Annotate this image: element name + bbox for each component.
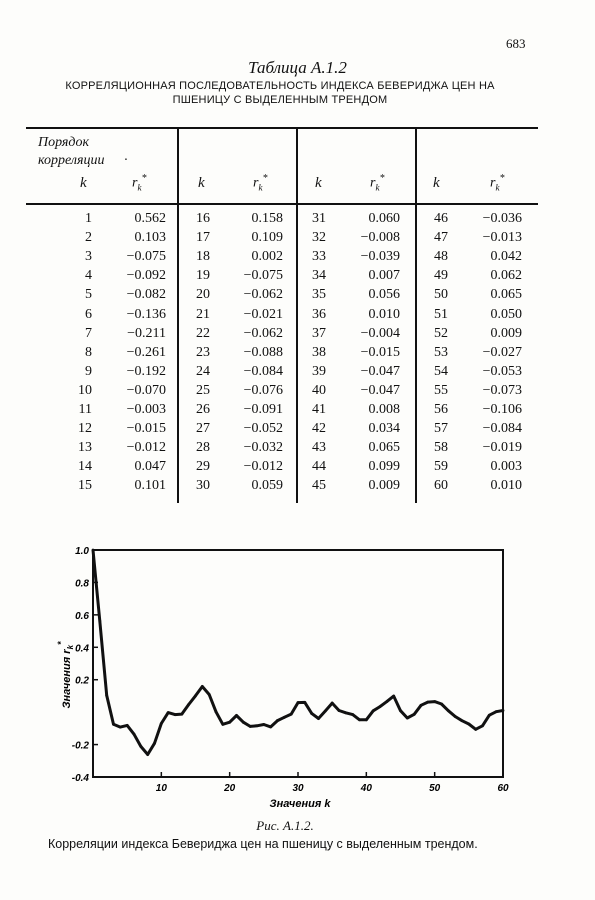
table-cell-k: 10 <box>78 382 92 398</box>
table-cell-r: 0.008 <box>368 402 400 417</box>
data-point <box>324 710 327 713</box>
table-cell-r: −0.036 <box>482 211 522 226</box>
table-cell-r: 0.056 <box>368 287 400 303</box>
table-cell-k: 29 <box>196 459 210 475</box>
data-point <box>447 709 450 712</box>
table-cell-r: −0.192 <box>126 363 166 379</box>
table-cell-k: 27 <box>196 421 210 437</box>
table-cell-k: 1 <box>85 211 92 226</box>
data-point <box>119 726 122 729</box>
data-point <box>201 685 204 688</box>
data-point <box>379 705 382 708</box>
header-r-3 <box>370 173 384 192</box>
table-cell-r: 0.101 <box>134 478 166 494</box>
data-point <box>146 753 149 756</box>
table-cell-r: 0.007 <box>368 268 400 284</box>
y-tick-label: 0.8 <box>75 578 89 590</box>
table-cell-r: 0.060 <box>368 211 400 226</box>
data-point <box>256 724 259 727</box>
data-point <box>399 709 402 712</box>
table-cell-r: −0.053 <box>482 363 522 379</box>
data-point <box>365 718 368 721</box>
table-cell-r: −0.062 <box>243 287 283 303</box>
header-r-2 <box>253 173 267 192</box>
table-cell-r: −0.047 <box>360 382 400 398</box>
data-point <box>105 694 108 697</box>
data-point <box>303 701 306 704</box>
header-r-superscript: * <box>141 173 147 184</box>
table-cell-r: 0.003 <box>490 459 522 475</box>
table-cell-k: 60 <box>434 478 448 494</box>
y-axis-ticks <box>72 546 98 784</box>
correlation-chart <box>0 535 595 820</box>
chart-series <box>92 549 505 756</box>
page-number: 683 <box>506 36 526 51</box>
header-r-4 <box>490 173 504 192</box>
header-k-1: k <box>80 175 87 191</box>
table-cell-k: 50 <box>434 287 448 303</box>
x-axis-label: Значения k <box>269 798 331 810</box>
table-cell-k: 26 <box>196 402 210 417</box>
table-cell-r: −0.015 <box>360 344 400 360</box>
data-point <box>194 694 197 697</box>
header-r-subscript: k <box>495 182 500 193</box>
table-cell-r: 0.042 <box>490 249 522 265</box>
table-cell-k: 33 <box>312 249 326 265</box>
data-point <box>187 703 190 706</box>
table-cell-r: 0.062 <box>490 268 522 284</box>
data-point <box>112 723 115 726</box>
table-cell-r: −0.013 <box>482 230 522 246</box>
table-cell-k: 18 <box>196 249 210 265</box>
header-bottom-rule <box>26 203 538 205</box>
data-point <box>454 715 457 718</box>
table-cell-r: −0.008 <box>360 230 400 246</box>
header-k-2: k <box>198 175 205 191</box>
data-point <box>228 721 231 724</box>
table-cell-r: 0.158 <box>251 211 283 226</box>
header-r-symbol: r <box>490 175 496 191</box>
data-point <box>167 711 170 714</box>
table-cell-k: 23 <box>196 344 210 360</box>
column-divider-3 <box>415 129 417 503</box>
x-axis-ticks <box>156 772 509 794</box>
header-k-3: k <box>315 175 322 191</box>
header-r-symbol: r <box>132 175 138 191</box>
table-cell-k: 46 <box>434 211 448 226</box>
data-point <box>440 703 443 706</box>
table-cell-k: 6 <box>85 306 92 322</box>
data-point <box>208 693 211 696</box>
header-r-symbol: r <box>370 175 376 191</box>
table-cell-r: −0.075 <box>126 249 166 265</box>
table-cell-k: 37 <box>312 325 326 341</box>
table-cell-r: −0.084 <box>482 421 522 437</box>
x-tick-label: 10 <box>155 783 167 794</box>
table-cell-k: 56 <box>434 402 448 417</box>
data-point <box>358 718 361 721</box>
table-cell-k: 32 <box>312 230 326 246</box>
header-r-superscript: * <box>379 173 385 184</box>
table-cell-r: 0.010 <box>368 306 400 322</box>
table-cell-k: 35 <box>312 287 326 303</box>
table-cell-r: 0.010 <box>490 478 522 494</box>
table-cell-r: 0.050 <box>490 306 522 322</box>
table-cell-r: −0.106 <box>482 402 522 417</box>
table-cell-k: 24 <box>196 363 210 379</box>
table-cell-r: 0.009 <box>368 478 400 494</box>
x-tick-label: 50 <box>429 783 441 794</box>
table-cell-k: 55 <box>434 382 448 398</box>
table-caption <box>30 79 530 107</box>
y-tick-label: -0.4 <box>71 773 89 784</box>
table-cell-r: −0.075 <box>243 268 283 284</box>
table-cell-r: −0.062 <box>243 325 283 341</box>
data-point <box>433 700 436 703</box>
header-k-4: k <box>433 175 440 191</box>
table-cell-k: 19 <box>196 268 210 284</box>
table-cell-k: 15 <box>78 478 92 494</box>
y-tick-label: -0.2 <box>71 740 89 752</box>
table-cell-r: −0.032 <box>243 440 283 456</box>
table-cell-r: −0.019 <box>482 440 522 456</box>
y-axis-label-text: Значения <box>61 656 73 709</box>
table-cell-k: 7 <box>85 325 92 341</box>
data-point <box>317 717 320 720</box>
table-cell-r: −0.091 <box>243 402 283 417</box>
table-cell-k: 3 <box>85 249 92 265</box>
header-r-subscript: k <box>375 182 380 193</box>
header-order-line-1: Порядок <box>38 135 90 150</box>
table-cell-k: 8 <box>85 344 92 360</box>
data-point <box>420 704 423 707</box>
table-cell-k: 31 <box>312 211 326 226</box>
table-cell-k: 11 <box>78 402 92 417</box>
data-point <box>331 702 334 705</box>
data-point <box>262 723 265 726</box>
table-cell-k: 51 <box>434 306 448 322</box>
table-cell-k: 30 <box>196 478 210 494</box>
table-cell-r: 0.059 <box>251 478 283 494</box>
table-cell-k: 39 <box>312 363 326 379</box>
table-cell-k: 20 <box>196 287 210 303</box>
table-cell-r: −0.003 <box>126 402 166 417</box>
table-cell-r: −0.088 <box>243 344 283 360</box>
data-point <box>276 719 279 722</box>
data-point <box>242 721 245 724</box>
data-point <box>488 714 491 717</box>
table-cell-k: 44 <box>312 459 326 475</box>
table-cell-k: 45 <box>312 478 326 494</box>
y-axis-label <box>56 641 75 709</box>
table-cell-r: −0.015 <box>126 421 166 437</box>
y-tick-label: 0.2 <box>75 675 89 687</box>
table-cell-k: 42 <box>312 421 326 437</box>
data-point <box>310 712 313 715</box>
table-cell-r: −0.261 <box>126 344 166 360</box>
table-cell-k: 22 <box>196 325 210 341</box>
correlation-series-line <box>93 550 503 755</box>
data-point <box>221 723 224 726</box>
data-point <box>406 717 409 720</box>
table-cell-r: 0.109 <box>251 230 283 246</box>
y-axis-label-sub: k <box>66 644 75 650</box>
table-cell-r: 0.103 <box>134 230 166 246</box>
data-point <box>467 723 470 726</box>
table-cell-k: 53 <box>434 344 448 360</box>
table-cell-k: 5 <box>85 287 92 303</box>
table-cell-r: 0.034 <box>368 421 400 437</box>
table-cell-k: 4 <box>85 268 92 284</box>
table-cell-k: 57 <box>434 421 448 437</box>
data-point <box>413 713 416 716</box>
column-divider-2 <box>296 129 298 503</box>
table-cell-r: −0.004 <box>360 325 400 341</box>
data-point <box>249 725 252 728</box>
data-point <box>139 745 142 748</box>
figure-label: Рис. А.1.2. <box>256 818 314 833</box>
table-cell-k: 2 <box>85 230 92 246</box>
table-cell-k: 40 <box>312 382 326 398</box>
table-cell-r: 0.009 <box>490 325 522 341</box>
table-cell-k: 43 <box>312 440 326 456</box>
data-point <box>174 713 177 716</box>
data-point <box>160 722 163 725</box>
table-cell-r: −0.076 <box>243 382 283 398</box>
data-point <box>126 724 129 727</box>
data-point <box>338 709 341 712</box>
table-cell-k: 52 <box>434 325 448 341</box>
y-axis-label-sup: * <box>56 641 66 645</box>
table-cell-r: −0.027 <box>482 344 522 360</box>
data-point <box>133 733 136 736</box>
table-cell-r: 0.047 <box>134 459 166 475</box>
table-cell-r: 0.562 <box>134 211 166 226</box>
data-point <box>481 724 484 727</box>
table-caption-line-1: КОРРЕЛЯЦИОННАЯ ПОСЛЕДОВАТЕЛЬНОСТЬ ИНДЕКСА БЕВЕРИДЖА ЦЕН НА <box>65 80 495 92</box>
x-tick-label: 30 <box>292 783 304 794</box>
data-point <box>215 710 218 713</box>
table-cell-k: 48 <box>434 249 448 265</box>
header-r-superscript: * <box>262 173 268 184</box>
data-point <box>92 549 95 552</box>
y-tick-label: 0.4 <box>75 643 89 655</box>
table-cell-r: −0.070 <box>126 382 166 398</box>
header-r-1 <box>132 173 146 192</box>
table-cell-k: 49 <box>434 268 448 284</box>
table-top-rule <box>26 127 538 129</box>
table-title: Таблица А.1.2 <box>248 58 347 77</box>
table-cell-k: 9 <box>85 363 92 379</box>
table-cell-r: −0.021 <box>243 306 283 322</box>
data-point <box>495 710 498 713</box>
header-r-symbol: r <box>253 175 259 191</box>
table-cell-r: −0.082 <box>126 287 166 303</box>
data-point <box>283 716 286 719</box>
y-tick-label: 0.6 <box>75 610 89 622</box>
data-point <box>153 742 156 745</box>
table-cell-k: 59 <box>434 459 448 475</box>
table-cell-k: 13 <box>78 440 92 456</box>
data-point <box>344 711 347 714</box>
table-cell-r: 0.002 <box>251 249 283 265</box>
data-point <box>461 719 464 722</box>
header-order-dot: · <box>124 153 128 168</box>
y-tick-label: 1.0 <box>75 546 89 557</box>
x-tick-label: 40 <box>360 783 372 794</box>
data-point <box>372 709 375 712</box>
header-order-line-2: корреляции <box>38 153 105 168</box>
table-cell-r: −0.039 <box>360 249 400 265</box>
y-axis-label-symbol: r <box>61 649 73 654</box>
table-cell-k: 12 <box>78 421 92 437</box>
data-point <box>98 620 101 623</box>
x-tick-label: 20 <box>224 783 236 794</box>
table-cell-k: 14 <box>78 459 92 475</box>
table-cell-k: 36 <box>312 306 326 322</box>
table-cell-k: 21 <box>196 306 210 322</box>
header-r-superscript: * <box>499 173 505 184</box>
data-point <box>474 728 477 731</box>
table-cell-r: −0.052 <box>243 421 283 437</box>
data-point <box>351 713 354 716</box>
table-cell-k: 54 <box>434 363 448 379</box>
data-point <box>180 713 183 716</box>
table-cell-k: 17 <box>196 230 210 246</box>
table-cell-r: −0.136 <box>126 306 166 322</box>
table-cell-r: 0.099 <box>368 459 400 475</box>
header-r-subscript: k <box>258 182 263 193</box>
figure-description: Корреляции индекса Бевериджа цен на пшеницу с выделенным трендом. <box>48 837 478 851</box>
table-cell-k: 41 <box>312 402 326 417</box>
table-cell-k: 38 <box>312 344 326 360</box>
table-cell-r: 0.065 <box>490 287 522 303</box>
data-point <box>426 701 429 704</box>
table-cell-r: −0.084 <box>243 363 283 379</box>
table-cell-r: −0.092 <box>126 268 166 284</box>
header-r-subscript: k <box>137 182 142 193</box>
table-cell-k: 34 <box>312 268 326 284</box>
table-cell-k: 47 <box>434 230 448 246</box>
x-tick-label: 60 <box>497 783 509 794</box>
data-point <box>235 714 238 717</box>
table-cell-r: −0.012 <box>243 459 283 475</box>
column-divider-1 <box>177 129 179 503</box>
table-cell-r: −0.211 <box>127 325 166 341</box>
table-cell-k: 28 <box>196 440 210 456</box>
data-point <box>502 709 505 712</box>
table-cell-r: −0.047 <box>360 363 400 379</box>
data-point <box>269 725 272 728</box>
table-caption-line-2: ПШЕНИЦУ С ВЫДЕЛЕННЫМ ТРЕНДОМ <box>172 94 388 106</box>
table-cell-k: 16 <box>196 211 210 226</box>
table-cell-r: −0.073 <box>482 382 522 398</box>
data-point <box>297 701 300 704</box>
data-point <box>290 713 293 716</box>
table-cell-r: −0.012 <box>126 440 166 456</box>
table-cell-k: 25 <box>196 382 210 398</box>
table-cell-r: 0.065 <box>368 440 400 456</box>
data-point <box>385 700 388 703</box>
table-cell-k: 58 <box>434 440 448 456</box>
data-point <box>392 695 395 698</box>
